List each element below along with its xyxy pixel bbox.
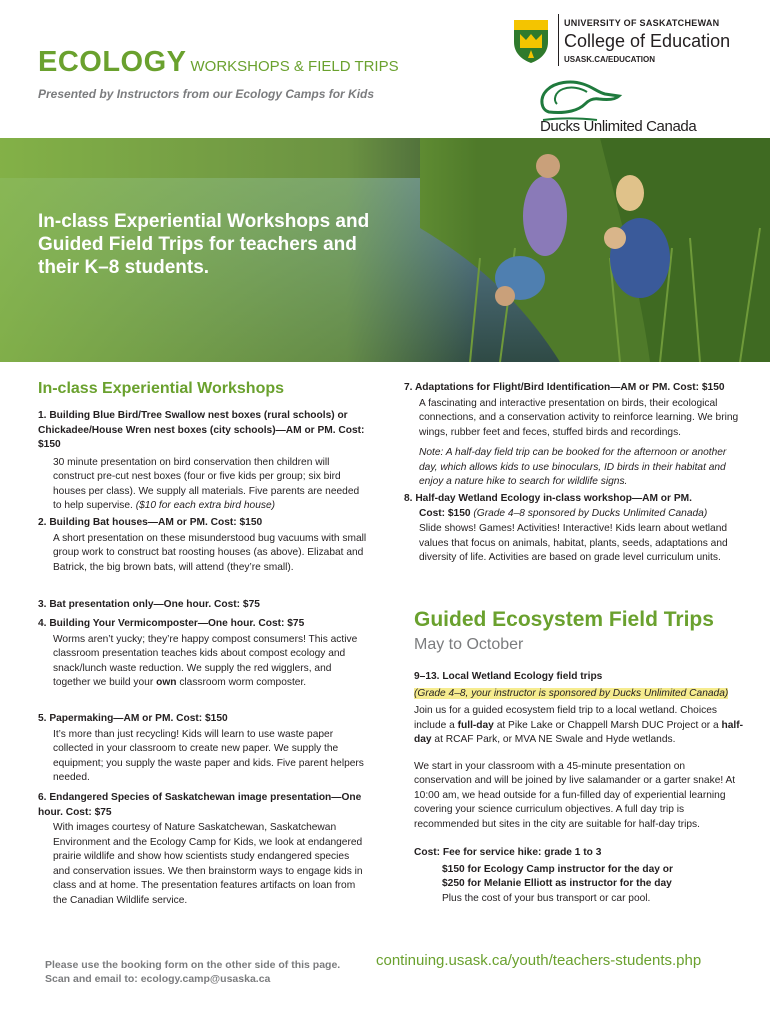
workshop-5-body: It’s more than just recycling! Kids will learn to use waste paper collected in your classroom to create new paper. We supply the equipment; you supply the waste paper and kids. Five parent helpers needed.	[53, 728, 364, 783]
workshop-item-4	[38, 617, 368, 691]
workshop-4-text	[38, 633, 368, 691]
workshops-heading: In-class Experiential Workshops	[38, 380, 285, 397]
field-trip-p1-bold-1: full-day	[457, 719, 494, 731]
ducks-unlimited-name: Ducks Unlimited Canada	[540, 118, 697, 135]
field-trip-cost-3: Plus the cost of your bus transport or car pool.	[442, 892, 651, 904]
workshop-3-title: 3. Bat presentation only—One hour. Cost: $75	[38, 599, 260, 610]
field-trip-sponsor: (Grade 4–8, your instructor is sponsored by Ducks Unlimited Canada)	[414, 687, 729, 699]
workshop-1-note: ($10 for each extra bird house)	[135, 500, 276, 511]
workshop-6-title: 6. Endangered Species of Saskatchewan image presentation—One hour. Cost: $75	[38, 792, 362, 818]
workshop-item-1	[38, 409, 368, 514]
workshop-8-cost-line	[404, 507, 744, 522]
university-url: USASK.CA/EDUCATION	[564, 55, 655, 64]
workshop-item-8	[404, 492, 744, 566]
workshop-4-title: 4. Building Your Vermicomposter—One hour. Cost: $75	[38, 618, 305, 629]
field-trip-cost-2: $250 for Melanie Elliott as instructor for the day	[442, 878, 672, 889]
page-title	[38, 46, 399, 79]
workshop-8-body: Slide shows! Games! Activities! Interactive! Kids learn about wetland values that focus on animals, habitat, plants, seeds, adaptations and diversity of life. Activities are based on grade level curriculum units.	[419, 523, 728, 563]
college-name: College of Education	[564, 31, 731, 51]
workshop-8-sponsor: (Grade 4–8 sponsored by Ducks Unlimited Canada)	[473, 507, 708, 519]
field-trip-cost-heading: Cost: Fee for service hike: grade 1 to 3	[414, 847, 602, 858]
workshop-2-body: A short presentation on these misunderstood bug vacuums with small group work to construct bat roosting houses (as above). Elizabat and Batrick, the big brown bats, will attend (they’re small).	[53, 532, 367, 573]
workshop-8-title: 8. Half-day Wetland Ecology in-class workshop—AM or PM.	[404, 493, 692, 504]
field-trip-p1-c: at RCAF Park, or MVA NE Swale and Hyde wetlands.	[434, 734, 676, 745]
university-logo	[512, 10, 762, 72]
workshop-item-6	[38, 791, 368, 908]
title-sub: WORKSHOPS & FIELD TRIPS	[190, 58, 399, 75]
workshop-4-body-b: classroom worm composter.	[179, 677, 307, 688]
field-trips-season: May to October	[414, 636, 524, 653]
workshop-item-2	[38, 516, 368, 575]
workshop-8-cost: Cost: $150	[419, 507, 471, 519]
university-name: UNIVERSITY OF SASKATCHEWAN	[564, 18, 720, 28]
workshop-7-note: Note: A half-day field trip can be booked for the afternoon or another day, which allows kids to use binoculars, ID birds in their habitat and enjoy a nature hike to search for wildlife signs.	[419, 447, 727, 487]
field-trip-cost-1: $150 for Ecology Camp instructor for the day or	[442, 863, 673, 875]
field-trip-paragraph-2: We start in your classroom with a 45-minute presentation on conservation and will be joined by live salamander or a garter snake! At 10:00 am, we head outside for a fun-filled day of experiential learning covering your science curriculum objectives. A full day trip is recommended but sites in the city are suitable for half-day trips.	[414, 760, 736, 830]
workshop-item-7	[404, 381, 744, 490]
divider	[558, 14, 559, 66]
booking-instructions: Please use the booking form on the other side of this page. Scan and email to: ecology.camp@usaska.ca	[45, 959, 341, 985]
workshop-4-body-a: Worms aren’t yucky; they’re happy compost consumers! This active classroom presentation teaches kids about compost ecology and snack/lunch waste reduction. We supply the red wigglers, and together we build your	[53, 633, 358, 688]
website-link[interactable]: continuing.usask.ca/youth/teachers-students.php	[376, 952, 702, 969]
workshop-7-body: A fascinating and interactive presentation on birds, their ecological connections, and a conservation activity to reinforce learning. We bring wings, rubber feet and feces, stuffed birds and recordings.	[419, 397, 739, 438]
workshop-2-title: 2. Building Bat houses—AM or PM. Cost: $150	[38, 517, 263, 528]
field-trip-p1-a: Join us for a guided ecosystem field trip to a local wetland. Choices include a	[414, 705, 717, 731]
workshop-1-title: 1. Building Blue Bird/Tree Swallow nest boxes (rural schools) or Chickadee/House Wren nest boxes (city schools)—AM or PM. Cost: $150	[38, 410, 365, 450]
workshop-1-text	[38, 456, 368, 514]
workshop-7-title: 7. Adaptations for Flight/Bird Identification—AM or PM. Cost: $150	[404, 382, 725, 393]
field-trip-p1-b: at Pike Lake or Chappell Marsh DUC Project or a	[496, 719, 719, 731]
field-trip-item	[414, 670, 744, 906]
workshop-5-title: 5. Papermaking—AM or PM. Cost: $150	[38, 713, 228, 724]
field-trip-title: 9–13. Local Wetland Ecology field trips	[414, 671, 603, 682]
crest-icon	[512, 18, 550, 64]
title-main: ECOLOGY	[38, 46, 187, 78]
field-trip-paragraph-1	[414, 704, 744, 748]
hero-heading: In-class Experiential Workshops and Guided Field Trips for teachers and their K–8 students.	[38, 211, 370, 278]
workshop-item-5	[38, 712, 368, 786]
field-trip-p1-bold-2: half-day	[414, 719, 744, 745]
field-trips-heading: Guided Ecosystem Field Trips	[414, 608, 714, 631]
page-subtitle: Presented by Instructors from our Ecology Camps for Kids	[38, 87, 375, 101]
workshop-1-body: 30 minute presentation on bird conservation then children will construct pre-cut nest boxes (four or five kids per group; six bird houses per class). We supply all materials. Five parents are needed to help supervise.	[53, 456, 360, 511]
workshop-6-body: With images courtesy of Nature Saskatchewan, Saskatchewan Environment and the Ecology Camp for Kids, we look at endangered prairie wildlife and show how scientists study endangered species and conservation issues. We then brainstorm ways to engage kids in class and at home. The presentation features artifacts on loan from the Canadian Wildlife service.	[53, 822, 363, 906]
workshop-4-body-bold: own	[156, 677, 177, 688]
